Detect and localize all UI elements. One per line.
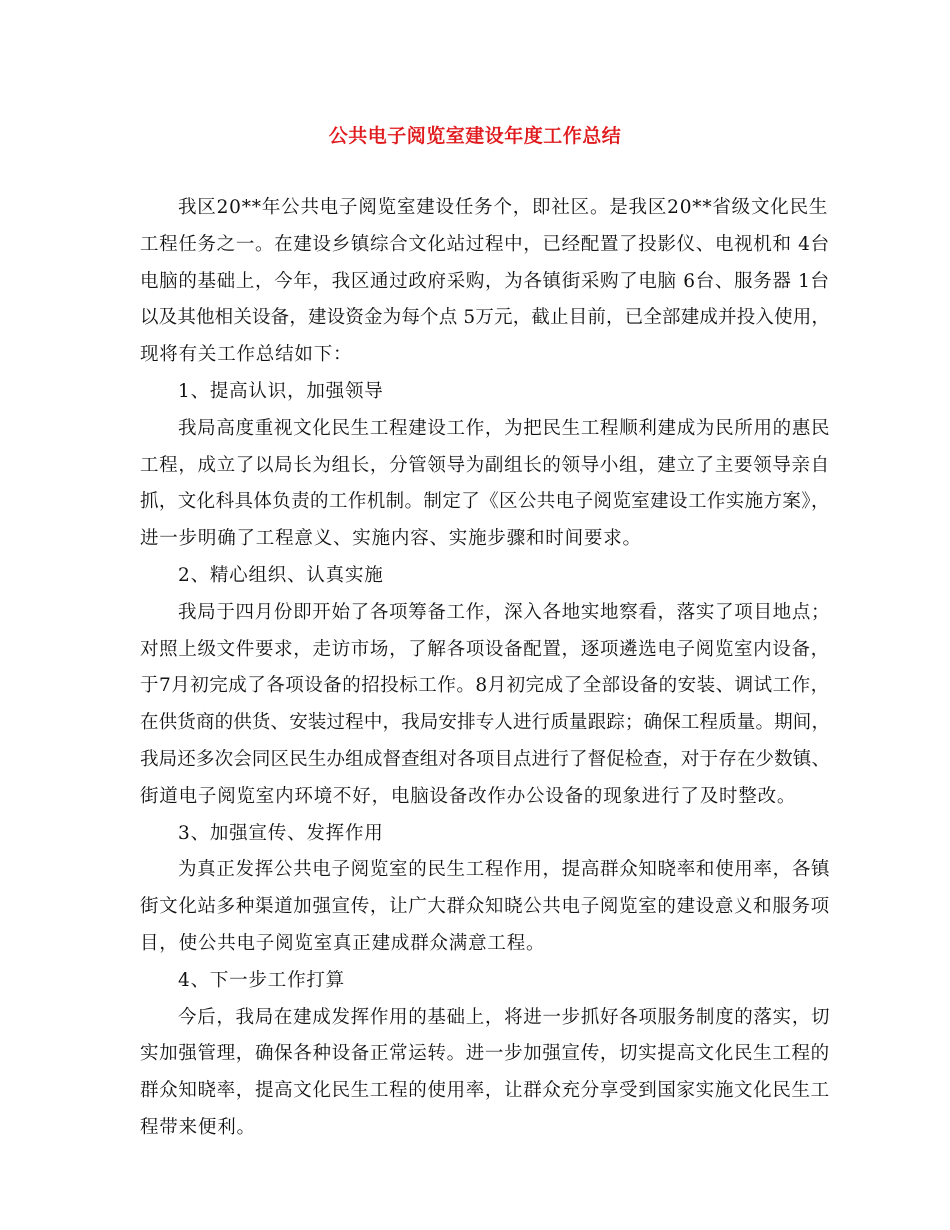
- body-line: 我局于四月份即开始了各项筹备工作，深入各地实地察看，落实了项目地点；: [178, 601, 831, 623]
- body-line: 街文化站多种渠道加强宣传，让广大群众知晓公共电子阅览室的建设意义和服务项: [140, 896, 830, 918]
- document-title: 公共电子阅览室建设年度工作总结: [328, 125, 622, 147]
- body-line: 为真正发挥公共电子阅览室的民生工程作用，提高群众知晓率和使用率，各镇: [178, 859, 831, 881]
- body-line: 实加强管理，确保各种设备正常运转。进一步加强宣传，切实提高文化民生工程的: [140, 1043, 830, 1065]
- body-line: 以及其他相关设备，建设资金为每个点 5万元，截止目前，已全部建成并投入使用，: [140, 307, 831, 329]
- body-line: 目，使公共电子阅览室真正建成群众满意工程。: [140, 932, 546, 954]
- body-line: 工程，成立了以局长为组长，分管领导为副组长的领导小组，建立了主要领导亲自: [140, 454, 830, 476]
- body-line: 2、精心组织、认真实施: [178, 564, 384, 586]
- body-line: 我局还多次会同区民生办组成督查组对各项目点进行了督促检查，对于存在少数镇、: [140, 748, 831, 770]
- body-line: 我区20**年公共电子阅览室建设任务个，即社区。是我区20**省级文化民生: [178, 197, 829, 218]
- body-line: 对照上级文件要求，走访市场，了解各项设备配置，逐项遴选电子阅览室内设备，: [140, 638, 830, 660]
- body-line: 电脑的基础上，今年，我区通过政府采购，为各镇街采购了电脑 6台、服务器 1台: [140, 270, 830, 292]
- body-line: 进一步明确了工程意义、实施内容、实施步骤和时间要求。: [140, 528, 642, 550]
- body-line: 今后，我局在建成发挥作用的基础上，将进一步抓好各项服务制度的落实，切: [178, 1006, 831, 1028]
- body-line: 现将有关工作总结如下：: [140, 344, 353, 366]
- body-line: 街道电子阅览室内环境不好，电脑设备改作办公设备的现象进行了及时整改。: [140, 785, 797, 807]
- document-body: [140, 190, 830, 1147]
- body-line: 我局高度重视文化民生工程建设工作，为把民生工程顺利建成为民所用的惠民: [178, 417, 831, 439]
- body-line: 3、加强宣传、发挥作用: [178, 822, 384, 844]
- body-line: 群众知晓率，提高文化民生工程的使用率，让群众充分享受到国家实施文化民生工: [140, 1080, 830, 1102]
- body-line: 4、下一步工作打算: [178, 969, 345, 991]
- body-line: 程带来便利。: [140, 1116, 256, 1138]
- body-line: 在供货商的供货、安装过程中，我局安排专人进行质量跟踪；确保工程质量。期间，: [140, 712, 831, 734]
- body-line: 工程任务之一。在建设乡镇综合文化站过程中，已经配置了投影仪、电视机和 4台: [140, 233, 830, 255]
- body-line: 于7月初完成了各项设备的招投标工作。8月初完成了全部设备的安装、调试工作，: [140, 675, 830, 697]
- body-line: 抓，文化科具体负责的工作机制。制定了《区公共电子阅览室建设工作实施方案》，: [140, 491, 830, 513]
- body-line: 1、提高认识，加强领导: [178, 380, 384, 402]
